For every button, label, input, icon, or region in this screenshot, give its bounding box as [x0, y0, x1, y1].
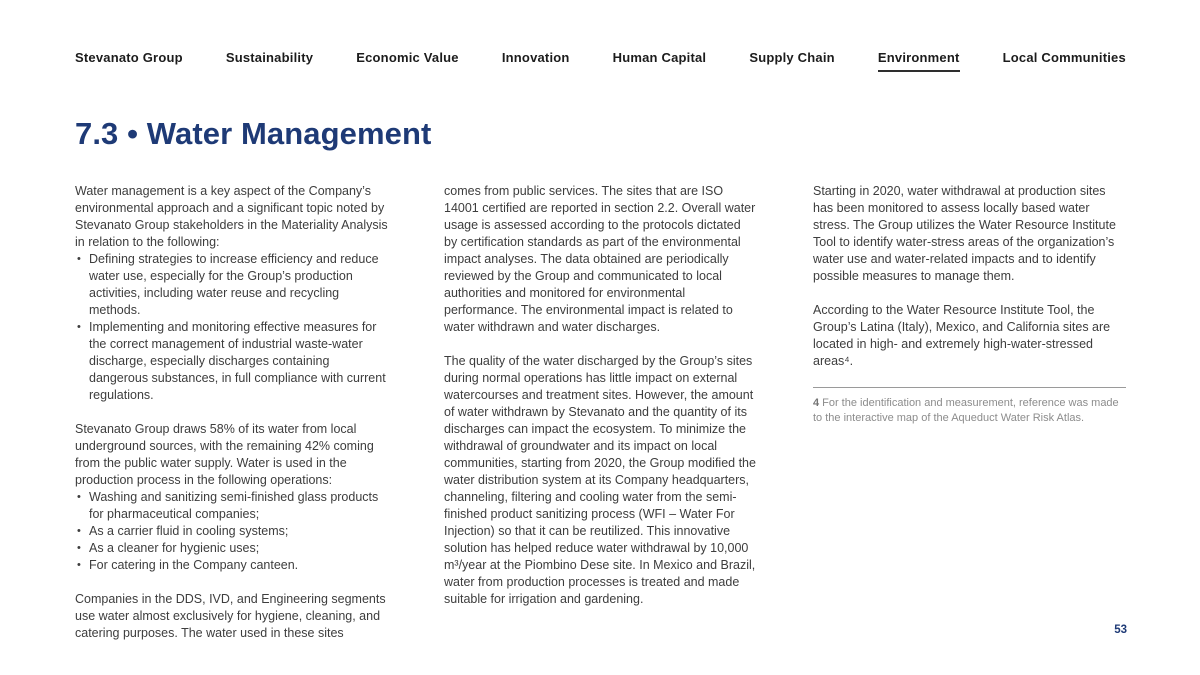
bullet-item: • Defining strategies to increase efficiency and reduce water use, especially for the Group’s production activities, including water reuse and recycling methods.: [75, 251, 388, 319]
paragraph: Water management is a key aspect of the Company’s environmental approach and a significant topic noted by Stevanato Group stakeholders in the Materiality Analysis in relation to the following:: [75, 184, 388, 249]
bullet-item: • Washing and sanitizing semi-finished glass products for pharmaceutical companies;: [75, 489, 388, 523]
bullet-item: • Implementing and monitoring effective measures for the correct management of industrial waste-water discharge, especially discharges containing dangerous substances, in full compliance with current regulations.: [75, 319, 388, 404]
text-column-1: [75, 183, 388, 659]
three-column-body: [75, 183, 1126, 659]
bullet-item: • As a cleaner for hygienic uses;: [75, 540, 388, 557]
text-column-3: [813, 183, 1126, 659]
paragraph: The quality of the water discharged by the Group’s sites during normal operations has little impact on external watercourses and treatment sites. However, the amount of water withdrawn by Stevanato and the quantity of its discharges can impact the ecosystem. To minimize the withdrawal of groundwater and its impact on local communities, starting from 2020, the Group modified the water distribution system at its Company headquarters, channeling, filtering and cooling water from the semi-finished product sanitizing process (WFI – Water For Injection) so that it can be reutilized. This innovative solution has helped reduce water withdrawal by 10,000 m³/year at the Piombino Dese site. In Mexico and Brazil, water from production processes is treated and made suitable for irrigation and gardening.: [444, 354, 756, 606]
paragraph: Stevanato Group draws 58% of its water from local underground sources, with the remaining 42% coming from the public water supply. Water is used in the production process in the following operations:: [75, 422, 374, 487]
paragraph: According to the Water Resource Institute Tool, the Group’s Latina (Italy), Mexico, and California sites are located in high- and extremely high-water-stressed areas⁴.: [813, 303, 1111, 368]
paragraph: Companies in the DDS, IVD, and Engineering segments use water almost exclusively for hygiene, cleaning, and catering purposes. The water used in these sites: [75, 592, 386, 640]
top-navigation: [75, 50, 1126, 72]
page-title: 7.3 • Water Management: [75, 116, 432, 151]
nav-item-stevanato-group[interactable]: Stevanato Group: [75, 50, 183, 65]
footnote-text: For the identification and measurement, reference was made to the interactive map of the Aqueduct Water Risk Atlas.: [813, 397, 1119, 424]
page-number: 53: [1114, 624, 1127, 636]
nav-item-environment-active[interactable]: Environment: [878, 50, 960, 72]
nav-item-innovation[interactable]: Innovation: [501, 50, 570, 65]
nav-item-economic-value[interactable]: Economic Value: [356, 50, 459, 65]
bullet-list: [75, 251, 388, 404]
paragraph: comes from public services. The sites that are ISO 14001 certified are reported in section 2.2. Overall water usage is assessed according to the protocols dictated by certification standards as part of the environmental impact analyses. The data obtained are periodically reviewed by the Group and communicated to local authorities and monitored for environmental performance. The environmental impact is related to water withdrawn and water discharges.: [444, 184, 756, 334]
bullet-item: • As a carrier fluid in cooling systems;: [75, 523, 388, 540]
bullet-item: • For catering in the Company canteen.: [75, 557, 388, 574]
nav-item-human-capital[interactable]: Human Capital: [612, 50, 707, 65]
nav-item-local-communities[interactable]: Local Communities: [1002, 50, 1126, 65]
paragraph: Starting in 2020, water withdrawal at production sites has been monitored to assess locally based water stress. The Group utilizes the Water Resource Institute Tool to identify water-stress areas of the organization’s water use and water-related impacts and to identify possible measures to manage them.: [813, 184, 1116, 283]
nav-item-sustainability[interactable]: Sustainability: [225, 50, 314, 65]
bullet-list: [75, 489, 388, 574]
footnote: [813, 387, 1126, 426]
footnote-marker: 4: [813, 397, 820, 409]
text-column-2: [444, 183, 757, 659]
nav-item-supply-chain[interactable]: Supply Chain: [749, 50, 835, 65]
